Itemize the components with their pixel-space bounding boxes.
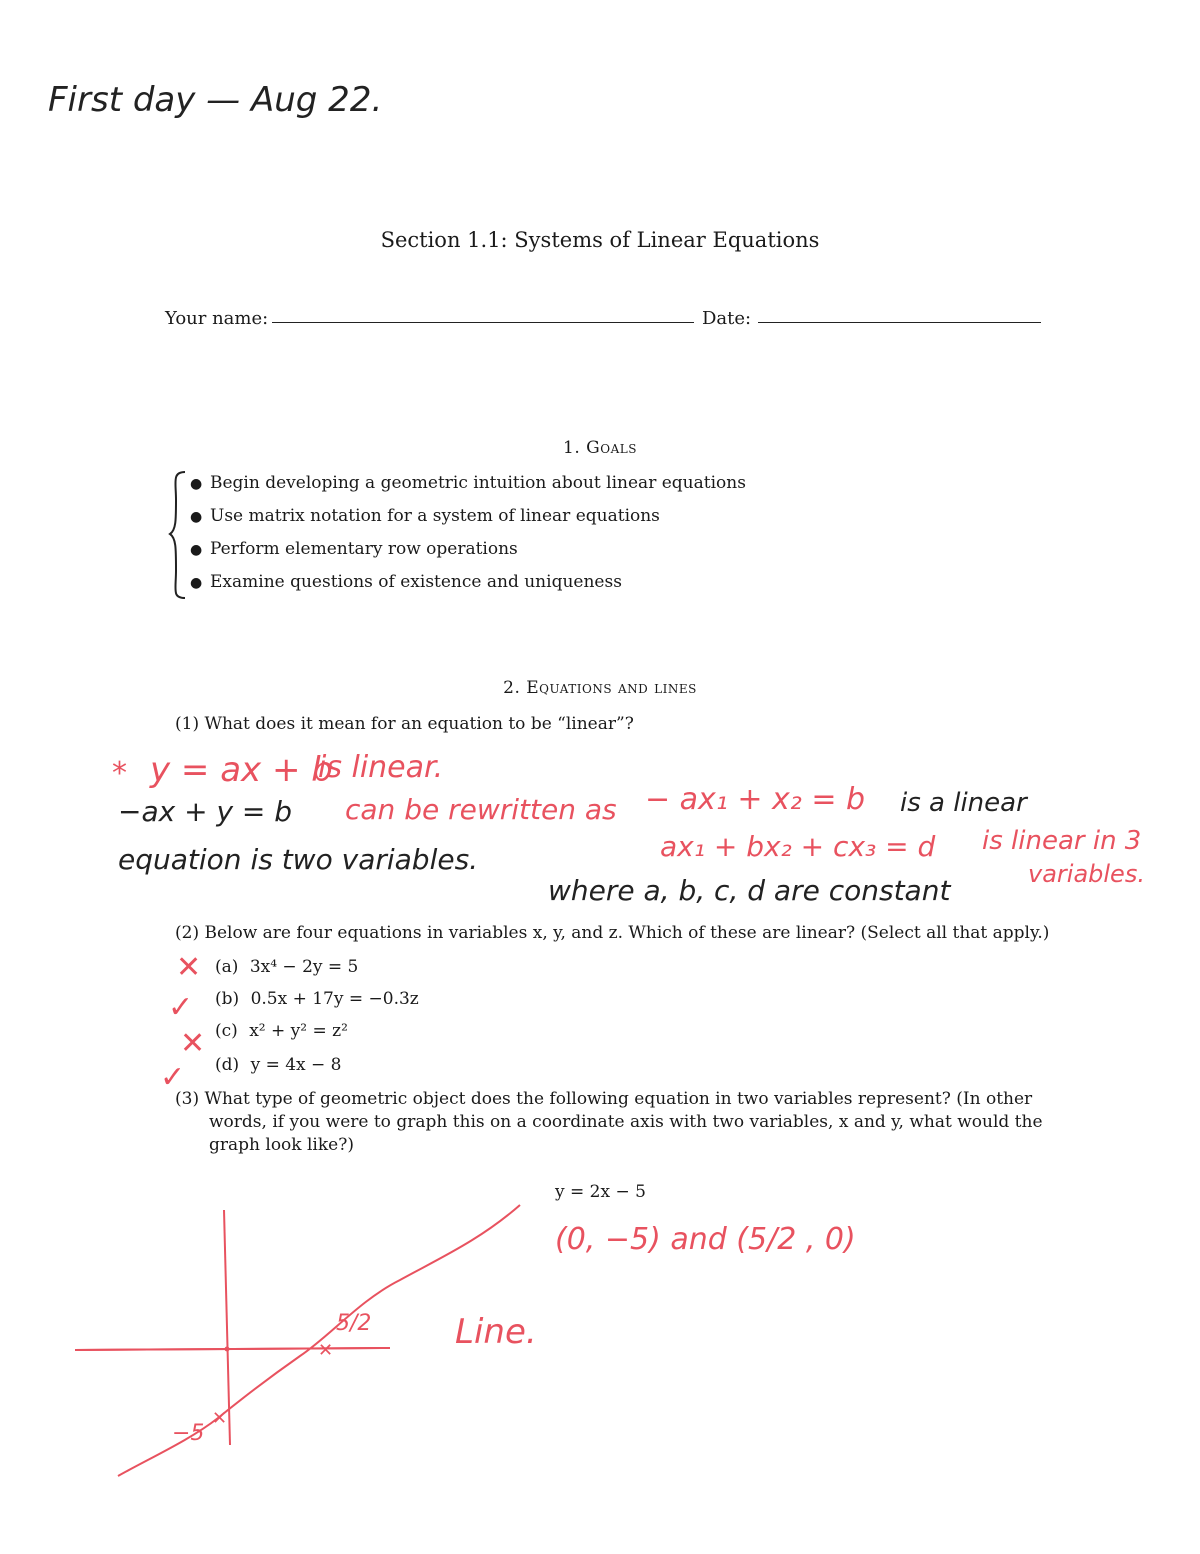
goals-brace-icon xyxy=(170,472,185,598)
option-equation: 3x⁴ − 2y = 5 xyxy=(249,957,359,977)
name-label: Your name: xyxy=(165,308,269,329)
y-intercept-label: −5 xyxy=(172,1421,205,1446)
y-intercept-marker-icon: ✕ xyxy=(212,1408,228,1429)
note-linear-in-3: is linear in 3 xyxy=(982,826,1142,856)
graph-answer-line: Line. xyxy=(455,1312,537,1352)
note-three-var-eq: ax₁ + bx₂ + cx₃ = d xyxy=(660,830,936,863)
goals-heading: 1. Goals xyxy=(563,438,637,458)
list-item: ● Begin developing a geometric intuition about linear equations xyxy=(190,473,746,493)
q3-equation: y = 2x − 5 xyxy=(555,1182,646,1202)
section-2-heading: 2. Equations and lines xyxy=(503,678,697,698)
graph-points-note: (0, −5) and (5/2 , 0) xyxy=(555,1222,856,1257)
page-title: Section 1.1: Systems of Linear Equations xyxy=(380,228,820,252)
note-rewritten-eq: − ax₁ + x₂ = b xyxy=(645,782,866,817)
option-equation: 0.5x + 17y = −0.3z xyxy=(250,989,419,1009)
option-a-cross-mark-icon: ✕ xyxy=(176,950,202,985)
option-equation: x² + y² = z² xyxy=(249,1021,348,1041)
x-intercept-marker-icon: ✕ xyxy=(318,1340,334,1361)
origin-dot xyxy=(225,1347,230,1352)
list-item: ● Perform elementary row operations xyxy=(190,539,518,559)
graph-x-axis-visible xyxy=(75,1348,390,1350)
option-b-check-mark-icon: ✓ xyxy=(168,990,194,1025)
note-is-a-linear: is a linear xyxy=(900,788,1027,818)
question-3-line-1: (3) What type of geometric object does the following equation in two variables represent? (In other xyxy=(175,1089,1033,1109)
question-3-line-2: words, if you were to graph this on a coordinate axis with two variables, x and y, what would the xyxy=(209,1112,1043,1132)
x-intercept-label: 5/2 xyxy=(336,1311,372,1336)
option-equation: y = 4x − 8 xyxy=(250,1055,342,1075)
list-item: ● Examine questions of existence and uniqueness xyxy=(190,572,622,592)
note-where-constant: where a, b, c, d are constant xyxy=(548,874,951,907)
option-d-check-mark-icon: ✓ xyxy=(160,1060,186,1095)
question-1: (1) What does it mean for an equation to be “linear”? xyxy=(175,714,634,734)
note-neg-ax-eq: −ax + y = b xyxy=(118,795,293,828)
note-variables: variables. xyxy=(1028,860,1145,888)
list-item: ● Use matrix notation for a system of linear equations xyxy=(190,506,660,526)
option-c-cross-mark-icon: ✕ xyxy=(180,1026,206,1061)
note-y-eq: y = ax + b xyxy=(150,750,333,790)
option-label: (b) xyxy=(215,989,240,1009)
date-label: Date: xyxy=(702,308,752,329)
note-star: * xyxy=(112,756,127,791)
note-is-linear: is linear. xyxy=(318,750,444,785)
option-label: (d) xyxy=(215,1055,240,1075)
question-3-line-3: graph look like?) xyxy=(209,1135,354,1155)
note-equation-two-vars: equation is two variables. xyxy=(118,843,479,876)
question-2: (2) Below are four equations in variables x, y, and z. Which of these are linear? (Select all that apply.) xyxy=(175,923,1050,943)
note-can-be-rewritten: can be rewritten as xyxy=(345,793,617,826)
option-label: (c) xyxy=(215,1021,238,1041)
option-label: (a) xyxy=(215,957,239,977)
handwritten-date-header: First day — Aug 22. xyxy=(48,80,383,120)
